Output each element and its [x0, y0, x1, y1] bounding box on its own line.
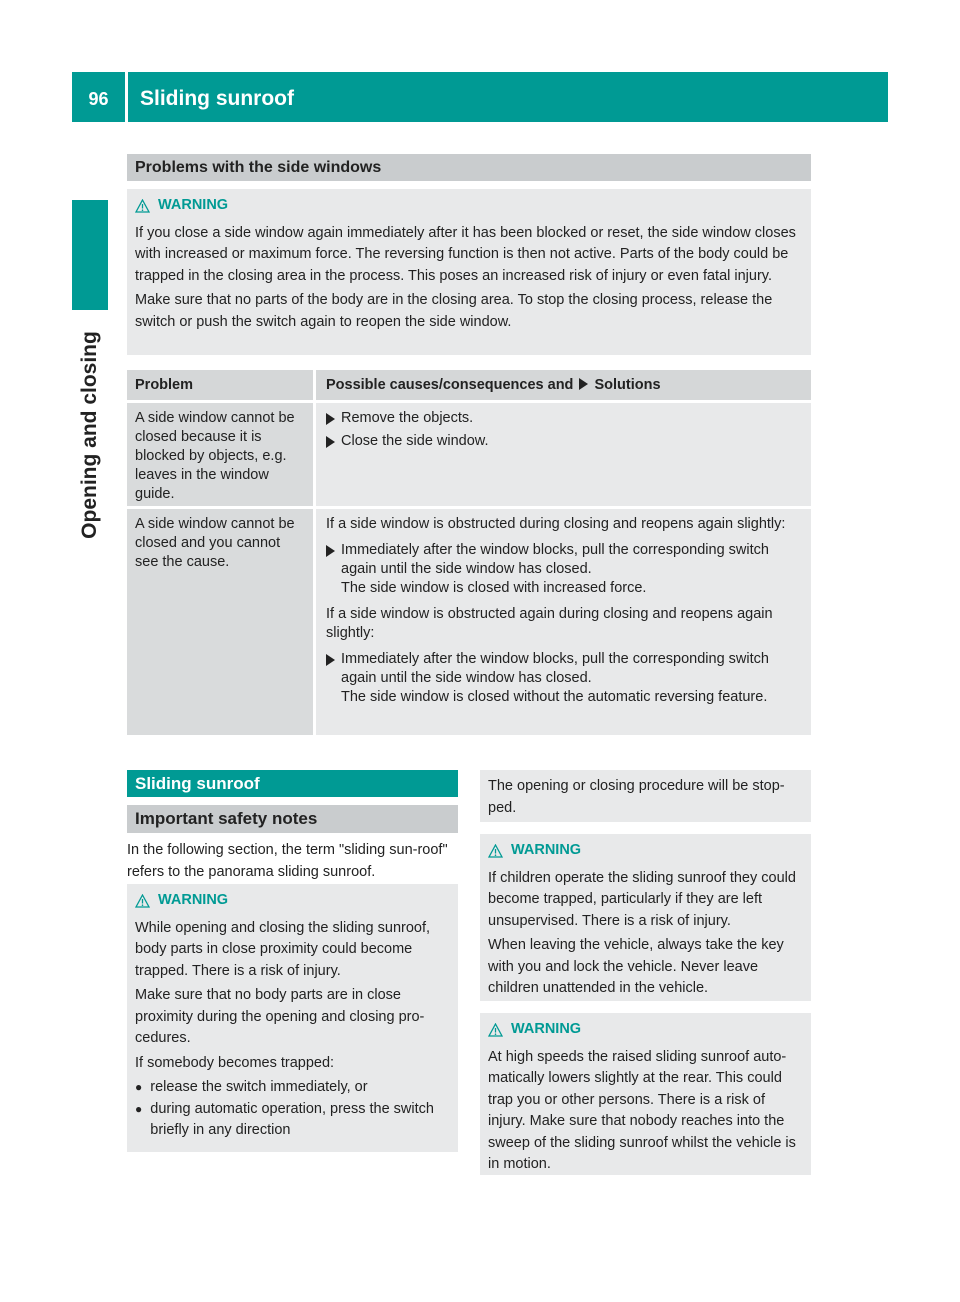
step-item	[326, 650, 801, 707]
step-text: Close the side window.	[341, 433, 489, 449]
stop-note: The opening or closing procedure will be stop-ped.	[488, 778, 785, 816]
step-item	[326, 541, 801, 598]
column-header-solutions-label: Solutions	[594, 377, 661, 393]
bullet-icon: ●	[135, 1080, 143, 1094]
safety-notes-heading: Important safety notes	[127, 805, 458, 833]
bullet-icon: ●	[135, 1101, 143, 1116]
step-body	[341, 541, 801, 598]
arrow-icon	[326, 654, 335, 666]
step-item	[326, 432, 801, 451]
arrow-icon	[579, 378, 588, 390]
table-row	[127, 403, 811, 506]
step-item	[326, 409, 801, 428]
warning-text: Make sure that no body parts are in close proximity during the opening and closing pro-cedures.	[135, 987, 425, 1046]
step-body	[341, 650, 801, 707]
warning-text: At high speeds the raised sliding sunroof auto-matically lowers slightly at the rear. This could trap you or other persons. There is a risk of injury. Make sure that nobody reaches into the sweep of the sliding sunroof whilst the vehicle is in motion.	[488, 1048, 796, 1172]
problem-cell: A side window cannot be closed and you cannot see the cause.	[127, 509, 313, 735]
table-row	[127, 509, 811, 735]
warning-text: If children operate the sliding sunroof they could become trapped, particularly if they are left unsupervised. There is a risk of injury.	[488, 869, 796, 929]
side-windows-heading: Problems with the side windows	[127, 154, 811, 181]
arrow-icon	[326, 545, 335, 557]
stop-note-box	[480, 770, 811, 822]
list-item-text: release the switch immediately, or	[150, 1079, 368, 1095]
list-item-text: during automatic operation, press the switch briefly in any direction	[150, 1100, 434, 1138]
sunroof-intro: In the following section, the term "sliding sun-roof" refers to the panorama sliding sunroof.	[127, 842, 448, 880]
warning-title	[488, 1019, 803, 1041]
list-item	[135, 1099, 450, 1142]
table-header-row	[127, 370, 811, 400]
warning-text: When leaving the vehicle, always take the key with you and lock the vehicle. Never leave children unattended in the vehicle.	[488, 937, 784, 996]
arrow-icon	[326, 413, 335, 425]
sunroof-warning-1	[127, 884, 458, 1152]
header-divider	[125, 72, 128, 122]
problems-table	[127, 370, 811, 735]
page-number: 96	[88, 89, 109, 109]
sunroof-warning-2	[480, 834, 811, 1001]
solution-intro: If a side window is obstructed during closing and reopens again slightly:	[326, 516, 786, 532]
warning-triangle-icon	[135, 199, 150, 213]
warning-title	[135, 195, 803, 217]
solution-cell	[313, 509, 811, 735]
warning-text: While opening and closing the sliding sunroof, body parts in close proximity could become trapped. There is a risk of injury.	[135, 919, 431, 979]
warning-title	[135, 890, 450, 912]
warning-label: WARNING	[158, 197, 229, 213]
side-tab	[72, 320, 108, 550]
column-header-causes: Possible causes/consequences and	[326, 377, 574, 393]
warning-triangle-icon	[488, 1023, 503, 1037]
sunroof-warning-3	[480, 1013, 811, 1175]
solution-intro: If a side window is obstructed again during closing and reopens again slightly:	[326, 606, 773, 641]
page-title: Sliding sunroof	[140, 87, 294, 110]
sunroof-heading: Sliding sunroof	[127, 770, 458, 797]
arrow-icon	[326, 436, 335, 448]
warning-text: Make sure that no parts of the body are in the closing area. To stop the closing process, release the switch or push the switch again to reopen the side window.	[135, 292, 773, 330]
step-result: The side window is closed without the automatic reversing feature.	[341, 689, 768, 705]
list-item	[135, 1077, 450, 1099]
warning-title	[488, 840, 803, 862]
warning-text: If you close a side window again immediately after it has been blocked or reset, the side window closes with increased or maximum force. The reversing function is then not active. Parts of the body could be trapped in the closing area in the process. This poses an increased risk of injury or even fatal injury.	[135, 224, 796, 284]
step-result: The side window is closed with increased force.	[341, 580, 647, 596]
step-text: Remove the objects.	[341, 410, 474, 426]
step-text: Immediately after the window blocks, pull the corresponding switch again until the side window has closed.	[341, 651, 769, 686]
side-tab-label: Opening and closing	[78, 331, 101, 539]
warning-triangle-icon	[488, 844, 503, 858]
warning-text: If somebody becomes trapped:	[135, 1054, 335, 1071]
warning-triangle-icon	[135, 894, 150, 908]
column-header-problem: Problem	[127, 370, 313, 400]
warning-label: WARNING	[511, 842, 582, 858]
warning-label: WARNING	[511, 1021, 582, 1037]
problem-cell: A side window cannot be closed because it is blocked by objects, e.g. leaves in the window guide.	[127, 403, 313, 506]
step-text: Immediately after the window blocks, pull the corresponding switch again until the side window has closed.	[341, 542, 769, 577]
side-windows-warning	[127, 189, 811, 355]
column-header-solutions	[313, 370, 811, 400]
warning-label: WARNING	[158, 892, 229, 908]
side-tab-marker	[72, 200, 108, 310]
solution-cell	[313, 403, 811, 506]
